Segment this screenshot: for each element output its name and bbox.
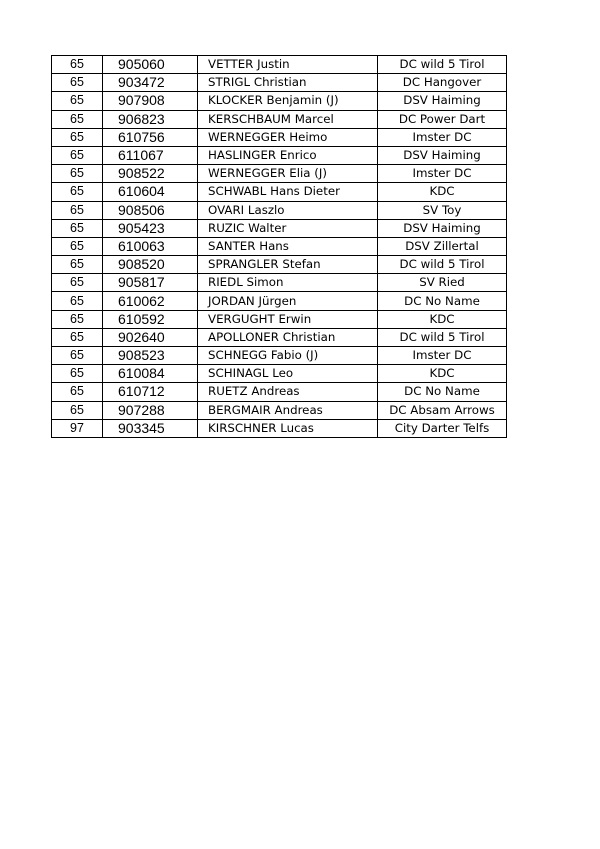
rank-cell: 65 xyxy=(52,347,103,365)
table-row xyxy=(52,110,507,128)
player-name-cell: VERGUGHT Erwin xyxy=(198,310,378,328)
table-row xyxy=(52,365,507,383)
player-id-cell: 906823 xyxy=(103,110,198,128)
club-cell: DC Power Dart xyxy=(378,110,507,128)
player-name-cell: HASLINGER Enrico xyxy=(198,146,378,164)
rank-cell: 97 xyxy=(52,419,103,437)
club-cell: KDC xyxy=(378,365,507,383)
player-id-cell: 610756 xyxy=(103,128,198,146)
player-name-cell: SCHNEGG Fabio (J) xyxy=(198,347,378,365)
rank-cell: 65 xyxy=(52,292,103,310)
table-row xyxy=(52,256,507,274)
table-row xyxy=(52,74,507,92)
table-row xyxy=(52,201,507,219)
table-row xyxy=(52,383,507,401)
player-name-cell: RUETZ Andreas xyxy=(198,383,378,401)
rank-cell: 65 xyxy=(52,365,103,383)
player-name-cell: WERNEGGER Heimo xyxy=(198,128,378,146)
player-id-cell: 610592 xyxy=(103,310,198,328)
table-row xyxy=(52,56,507,74)
player-id-cell: 908506 xyxy=(103,201,198,219)
player-id-cell: 907288 xyxy=(103,401,198,419)
table-row xyxy=(52,401,507,419)
club-cell: City Darter Telfs xyxy=(378,419,507,437)
rank-cell: 65 xyxy=(52,310,103,328)
table-row xyxy=(52,128,507,146)
club-cell: DSV Zillertal xyxy=(378,237,507,255)
player-name-cell: SCHWABL Hans Dieter xyxy=(198,183,378,201)
player-name-cell: SCHINAGL Leo xyxy=(198,365,378,383)
club-cell: DSV Haiming xyxy=(378,92,507,110)
rank-cell: 65 xyxy=(52,128,103,146)
player-name-cell: KIRSCHNER Lucas xyxy=(198,419,378,437)
player-id-cell: 907908 xyxy=(103,92,198,110)
player-name-cell: JORDAN Jürgen xyxy=(198,292,378,310)
rank-cell: 65 xyxy=(52,274,103,292)
club-cell: DC Hangover xyxy=(378,74,507,92)
club-cell: Imster DC xyxy=(378,165,507,183)
table-row xyxy=(52,146,507,164)
rank-cell: 65 xyxy=(52,219,103,237)
club-cell: DC No Name xyxy=(378,383,507,401)
player-id-cell: 903472 xyxy=(103,74,198,92)
player-id-cell: 610063 xyxy=(103,237,198,255)
club-cell: DSV Haiming xyxy=(378,146,507,164)
rank-cell: 65 xyxy=(52,383,103,401)
player-id-cell: 908522 xyxy=(103,165,198,183)
player-id-cell: 610604 xyxy=(103,183,198,201)
player-name-cell: STRIGL Christian xyxy=(198,74,378,92)
player-name-cell: SPRANGLER Stefan xyxy=(198,256,378,274)
results-table-body xyxy=(52,56,507,438)
rank-cell: 65 xyxy=(52,74,103,92)
rank-cell: 65 xyxy=(52,401,103,419)
player-name-cell: VETTER Justin xyxy=(198,56,378,74)
player-name-cell: APOLLONER Christian xyxy=(198,328,378,346)
club-cell: Imster DC xyxy=(378,347,507,365)
table-row xyxy=(52,165,507,183)
player-id-cell: 908523 xyxy=(103,347,198,365)
rank-cell: 65 xyxy=(52,92,103,110)
player-id-cell: 610712 xyxy=(103,383,198,401)
rank-cell: 65 xyxy=(52,146,103,164)
table-row xyxy=(52,310,507,328)
rank-cell: 65 xyxy=(52,237,103,255)
results-table xyxy=(51,55,507,438)
player-id-cell: 610062 xyxy=(103,292,198,310)
club-cell: KDC xyxy=(378,310,507,328)
table-row xyxy=(52,419,507,437)
table-row xyxy=(52,347,507,365)
rank-cell: 65 xyxy=(52,110,103,128)
table-row xyxy=(52,292,507,310)
table-row xyxy=(52,219,507,237)
player-id-cell: 908520 xyxy=(103,256,198,274)
player-id-cell: 905423 xyxy=(103,219,198,237)
player-name-cell: KERSCHBAUM Marcel xyxy=(198,110,378,128)
club-cell: DC wild 5 Tirol xyxy=(378,256,507,274)
rank-cell: 65 xyxy=(52,328,103,346)
club-cell: DC Absam Arrows xyxy=(378,401,507,419)
player-name-cell: RIEDL Simon xyxy=(198,274,378,292)
table-row xyxy=(52,274,507,292)
club-cell: DC No Name xyxy=(378,292,507,310)
player-name-cell: BERGMAIR Andreas xyxy=(198,401,378,419)
club-cell: DC wild 5 Tirol xyxy=(378,328,507,346)
club-cell: SV Toy xyxy=(378,201,507,219)
club-cell: DSV Haiming xyxy=(378,219,507,237)
table-row xyxy=(52,328,507,346)
player-id-cell: 905817 xyxy=(103,274,198,292)
player-name-cell: WERNEGGER Elia (J) xyxy=(198,165,378,183)
player-id-cell: 610084 xyxy=(103,365,198,383)
player-id-cell: 905060 xyxy=(103,56,198,74)
table-row xyxy=(52,92,507,110)
rank-cell: 65 xyxy=(52,256,103,274)
player-name-cell: OVARI Laszlo xyxy=(198,201,378,219)
rank-cell: 65 xyxy=(52,183,103,201)
player-name-cell: KLOCKER Benjamin (J) xyxy=(198,92,378,110)
table-row xyxy=(52,237,507,255)
table-row xyxy=(52,183,507,201)
player-id-cell: 902640 xyxy=(103,328,198,346)
club-cell: DC wild 5 Tirol xyxy=(378,56,507,74)
rank-cell: 65 xyxy=(52,165,103,183)
rank-cell: 65 xyxy=(52,201,103,219)
club-cell: KDC xyxy=(378,183,507,201)
player-name-cell: RUZIC Walter xyxy=(198,219,378,237)
player-id-cell: 903345 xyxy=(103,419,198,437)
club-cell: SV Ried xyxy=(378,274,507,292)
rank-cell: 65 xyxy=(52,56,103,74)
club-cell: Imster DC xyxy=(378,128,507,146)
player-id-cell: 611067 xyxy=(103,146,198,164)
player-name-cell: SANTER Hans xyxy=(198,237,378,255)
